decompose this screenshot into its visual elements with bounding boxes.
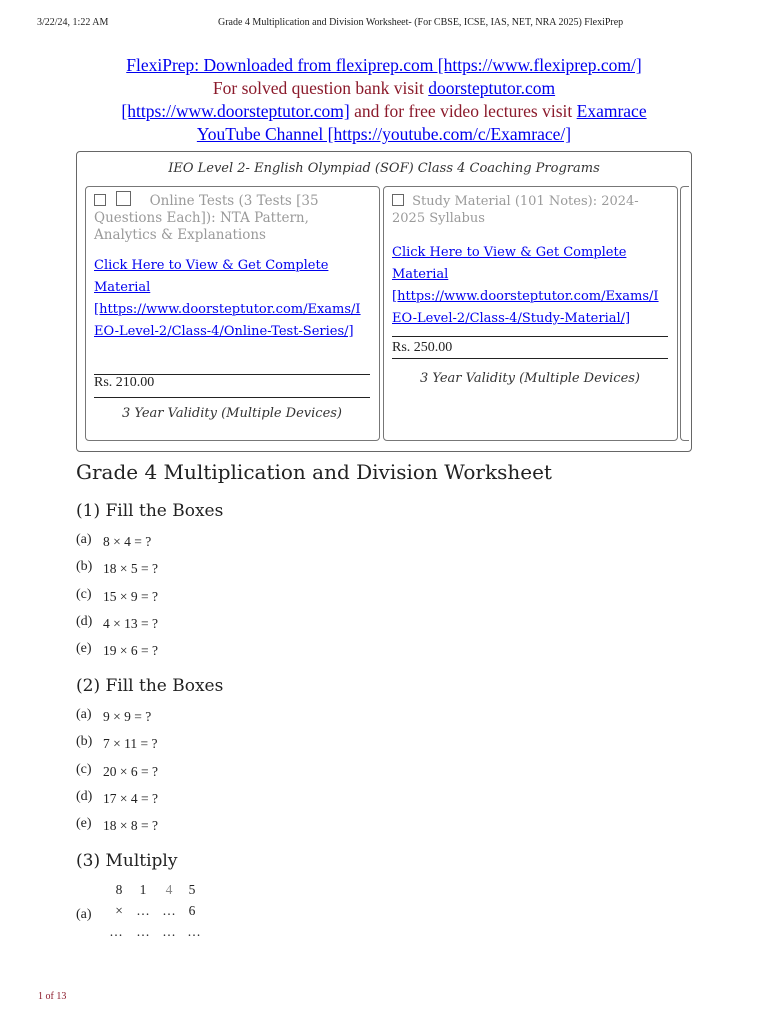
question-letter: (a) — [76, 907, 92, 922]
blank-cell: … — [136, 903, 150, 918]
worksheet-title: Grade 4 Multiplication and Division Worksheet — [76, 460, 552, 484]
section-heading: (2) Fill the Boxes — [76, 676, 224, 696]
question-expression: 15 × 9 = ? — [103, 589, 158, 604]
doorsteptutor-url-link[interactable]: [https://www.doorsteptutor.com] — [121, 101, 350, 121]
question-expression: 19 × 6 = ? — [103, 643, 158, 658]
study-material-link[interactable]: Click Here to View & Get Complete Material [https://www.doorsteptutor.com/Exams/IEO-Level-2/Class-4/Study-Material/] — [392, 245, 659, 326]
study-material-price: Rs. 250.00 — [392, 340, 453, 355]
question-letter: (c) — [76, 762, 92, 777]
checkbox-icon — [392, 194, 404, 206]
examrace-link[interactable]: Examrace — [576, 101, 647, 121]
question-letter: (d) — [76, 789, 93, 804]
question-expression: 18 × 8 = ? — [103, 818, 158, 833]
study-material-validity: 3 Year Validity (Multiple Devices) — [419, 371, 641, 386]
divider — [392, 336, 668, 337]
online-tests-validity: 3 Year Validity (Multiple Devices) — [121, 406, 343, 421]
multiplication-grid — [104, 882, 214, 942]
download-banner — [60, 54, 708, 146]
digit-cell: 8 — [115, 882, 123, 897]
question-expression: 4 × 13 = ? — [103, 616, 158, 631]
section-heading: (1) Fill the Boxes — [76, 501, 224, 521]
online-tests-card — [85, 186, 380, 441]
question-expression: 20 × 6 = ? — [103, 764, 158, 779]
study-material-card — [383, 186, 678, 441]
blank-cell: … — [187, 924, 201, 939]
coaching-programs-heading: IEO Level 2- English Olympiad (SOF) Class 4 Coaching Programs — [168, 161, 600, 176]
question-expression: 8 × 4 = ? — [103, 534, 152, 549]
study-material-title-text: Study Material (101 Notes): 2024-2025 Syllabus — [392, 194, 639, 226]
question-letter: (e) — [76, 816, 92, 831]
question-expression: 18 × 5 = ? — [103, 561, 158, 576]
print-document-title: Grade 4 Multiplication and Division Worksheet- (For CBSE, ICSE, IAS, NET, NRA 2025) FlexiPrep — [218, 17, 624, 28]
divider — [392, 358, 668, 359]
digit-cell: 6 — [188, 903, 196, 918]
question-bank-text: For solved question bank visit — [212, 78, 429, 98]
question-expression: 9 × 9 = ? — [103, 709, 152, 724]
video-lectures-text: and for free video lectures visit — [349, 101, 577, 121]
print-timestamp: 3/22/24, 1:22 AM — [37, 17, 109, 28]
page-number: 1 of 13 — [38, 991, 67, 1002]
blank-cell: … — [162, 924, 176, 939]
question-expression: 17 × 4 = ? — [103, 791, 158, 806]
question-expression: 7 × 11 = ? — [103, 736, 158, 751]
clipped-card — [680, 186, 689, 441]
online-tests-title — [94, 191, 370, 244]
multiply-sign: × — [115, 903, 123, 918]
checkbox-icon — [116, 191, 131, 206]
section-heading: (3) Multiply — [76, 851, 178, 871]
question-letter: (d) — [76, 614, 93, 629]
question-letter: (b) — [76, 559, 93, 574]
study-material-title — [392, 193, 668, 227]
question-letter: (b) — [76, 734, 93, 749]
question-letter: (e) — [76, 641, 92, 656]
flexiprep-link[interactable]: FlexiPrep: Downloaded from flexiprep.com [https://www.flexiprep.com/] — [126, 55, 642, 75]
online-tests-title-text: Online Tests (3 Tests [35 Questions Each]): NTA Pattern, Analytics & Explanations — [94, 193, 319, 243]
doorsteptutor-link[interactable]: doorsteptutor.com — [428, 78, 556, 98]
blank-cell: … — [136, 924, 150, 939]
online-tests-material-link[interactable]: Click Here to View & Get Complete Material [https://www.doorsteptutor.com/Exams/IEO-Level-2/Class-4/Online-Test-Series/] — [94, 258, 361, 339]
checkbox-icon — [94, 194, 106, 206]
youtube-channel-link[interactable]: YouTube Channel [https://youtube.com/c/Examrace/] — [196, 124, 572, 144]
online-tests-price: Rs. 210.00 — [94, 375, 155, 390]
print-header — [0, 15, 768, 31]
question-letter: (a) — [76, 707, 92, 722]
coaching-programs-box — [76, 151, 692, 452]
blank-cell: … — [109, 924, 123, 939]
divider — [94, 397, 370, 398]
question-letter: (c) — [76, 587, 92, 602]
digit-cell: 4 — [165, 882, 173, 897]
question-letter: (a) — [76, 532, 92, 547]
digit-cell: 5 — [188, 882, 196, 897]
digit-cell: 1 — [139, 882, 147, 897]
blank-cell: … — [162, 903, 176, 918]
